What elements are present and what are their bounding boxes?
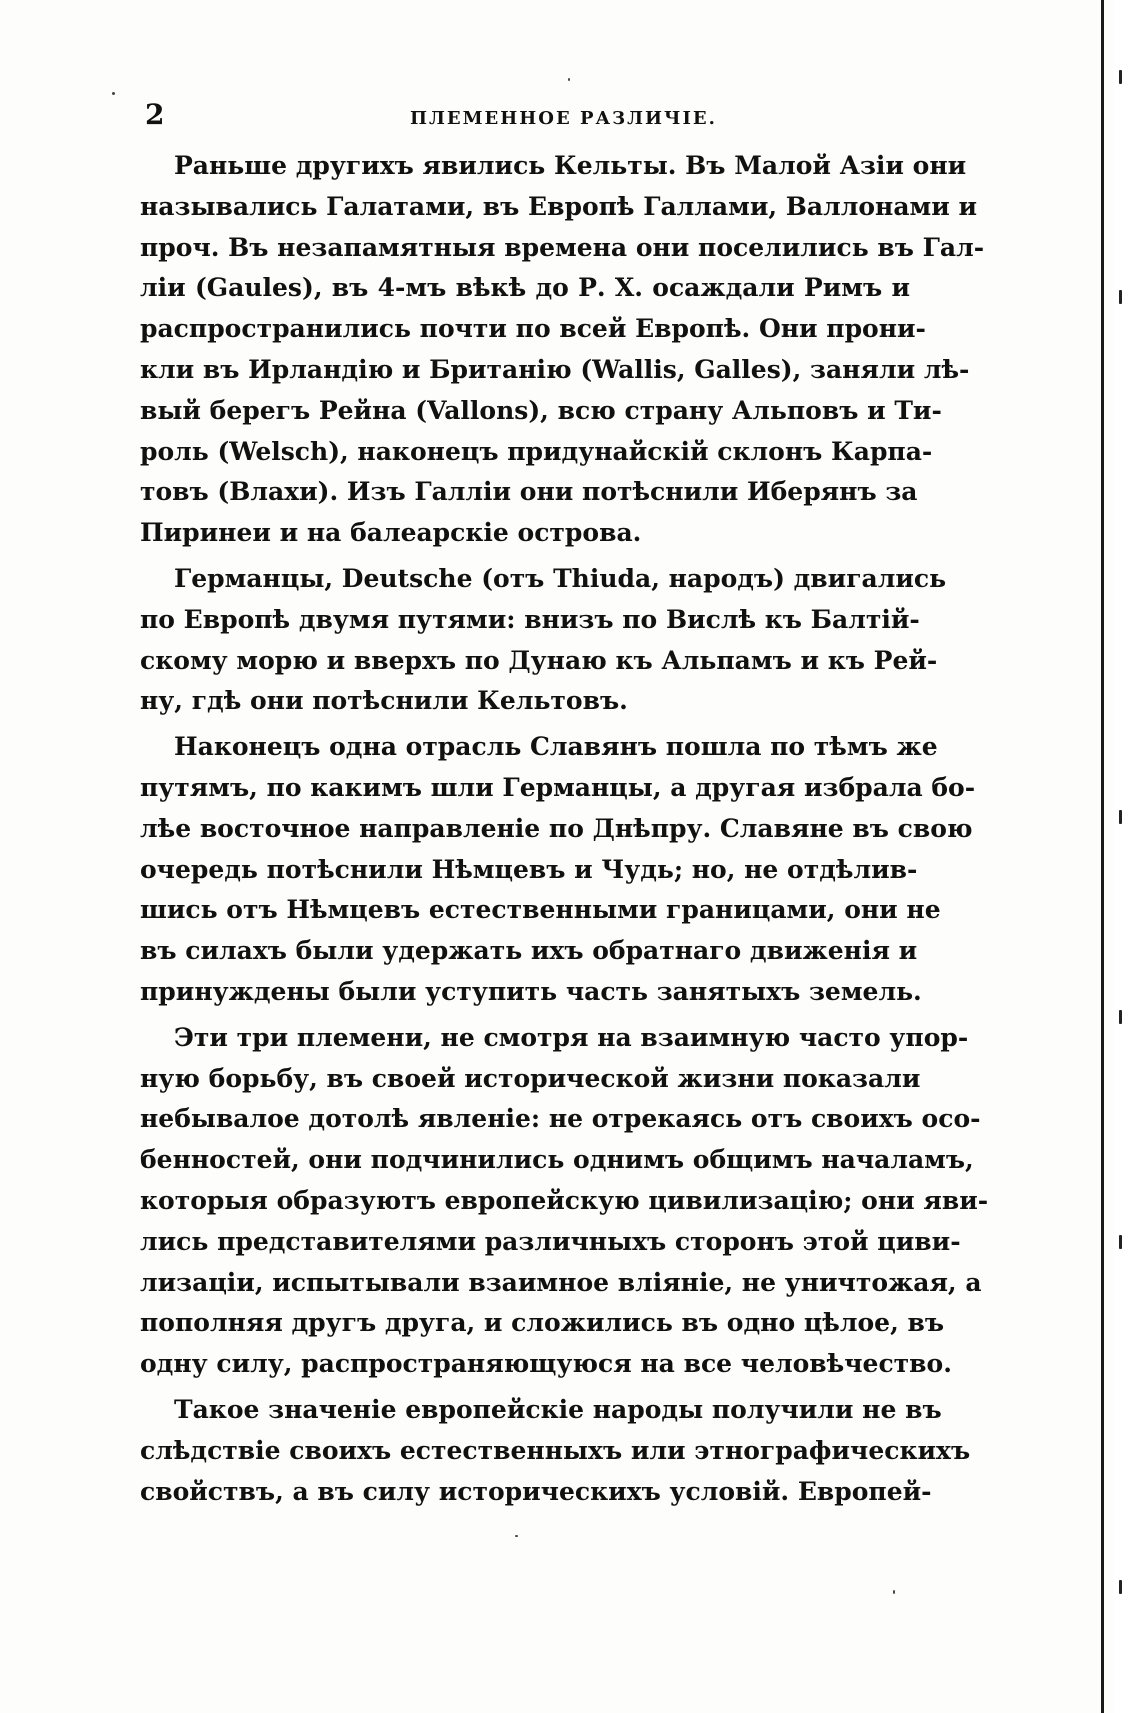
edge-mark: [1119, 290, 1122, 304]
paragraph: [140, 559, 947, 722]
scan-speck: [515, 1535, 518, 1537]
text-line: Раньше другихъ явились Кельты. Въ Малой Азіи они: [174, 151, 967, 180]
page-edge: [1114, 0, 1140, 1713]
edge-mark: [1119, 810, 1122, 824]
text-line: путямъ, по какимъ шли Германцы, а другая избрала бо-: [140, 772, 976, 802]
text-line: скому морю и вверхъ по Дунаю къ Альпамъ и къ Рей-: [140, 645, 938, 675]
text-line: Германцы, Deutsche (отъ Thiuda, народъ) двигались: [174, 563, 947, 593]
text-line: въ силахъ были удержать ихъ обратнаго движенія и: [140, 936, 918, 966]
text-line: Наконецъ одна отрасль Славянъ пошла по тѣмъ же: [174, 732, 938, 762]
text-line: пополняя другъ друга, и сложились въ одно цѣлое, въ: [140, 1308, 945, 1338]
text-line: слѣдствіе своихъ естественныхъ или этнографическихъ: [140, 1435, 971, 1465]
paragraph: [140, 1018, 989, 1385]
text-line: лись представителями различныхъ сторонъ этой циви-: [140, 1226, 961, 1256]
scan-speck: [893, 1590, 895, 1594]
text-line: лизаціи, испытывали взаимное вліяніе, не уничтожая, а: [140, 1267, 982, 1297]
text-line: роль (Welsch), наконецъ придунайскій склонъ Карпа-: [140, 436, 933, 466]
text-line: назывались Галатами, въ Европѣ Галлами, Валлонами и: [140, 191, 978, 221]
text-line: по Европѣ двумя путями: внизъ по Вислѣ къ Балтій-: [140, 604, 920, 634]
text-line: одну силу, распространяющуюся на все человѣчество.: [140, 1349, 952, 1379]
text-line: вый берегъ Рейна (Vallons), всю страну Альповъ и Ти-: [140, 395, 942, 425]
text-line: ну, гдѣ они потѣснили Кельтовъ.: [140, 686, 628, 716]
text-line: ліи (Gaules), въ 4-мъ вѣкѣ до Р. Х. осаждали Римъ и: [140, 273, 910, 303]
text-line: шись отъ Нѣмцевъ естественными границами, они не: [140, 895, 941, 925]
text-line: которыя образуютъ европейскую цивилизацію; они яви-: [140, 1185, 989, 1215]
text-line: лѣе восточное направленіе по Днѣпру. Славяне въ свою: [140, 813, 973, 843]
text-line: бенностей, они подчинились однимъ общимъ началамъ,: [140, 1145, 974, 1175]
text-line: товъ (Влахи). Изъ Галліи они потѣснили Иберянъ за: [140, 477, 918, 507]
edge-mark: [1119, 70, 1122, 84]
paragraph: [140, 727, 976, 1013]
paragraph: [140, 1390, 971, 1512]
body-text: [140, 146, 989, 1517]
page-number: 2: [145, 98, 165, 131]
scan-speck: [112, 92, 115, 95]
text-line: распространились почти по всей Европѣ. Они прони-: [140, 314, 926, 344]
text-line: небывалое дотолѣ явленіе: не отрекаясь отъ своихъ осо-: [140, 1104, 981, 1134]
text-line: ную борьбу, въ своей исторической жизни показали: [140, 1063, 921, 1093]
text-line: Пиринеи и на балеарскіе острова.: [140, 518, 642, 548]
text-line: проч. Въ незапамятныя времена они поселились въ Гал-: [140, 232, 985, 262]
text-line: Такое значеніе европейскіе народы получили не въ: [174, 1394, 942, 1424]
text-line: свойствъ, а въ силу историческихъ условій. Европей-: [140, 1476, 932, 1506]
binding-line: [1101, 0, 1104, 1713]
text-line: принуждены были уступить часть занятыхъ земель.: [140, 976, 922, 1006]
text-line: Эти три племени, не смотря на взаимную часто упор-: [174, 1022, 969, 1052]
edge-mark: [1119, 1580, 1122, 1594]
scan-speck: [568, 78, 570, 81]
page-header: [145, 98, 1035, 138]
paragraph: [140, 146, 985, 554]
edge-mark: [1119, 1010, 1122, 1024]
text-line: кли въ Ирландію и Британію (Wallis, Galles), заняли лѣ-: [140, 354, 970, 384]
text-line: очередь потѣснили Нѣмцевъ и Чудь; но, не отдѣлив-: [140, 854, 918, 884]
running-head: ПЛЕМЕННОЕ РАЗЛИЧІЕ.: [410, 108, 717, 129]
edge-mark: [1119, 1235, 1122, 1249]
